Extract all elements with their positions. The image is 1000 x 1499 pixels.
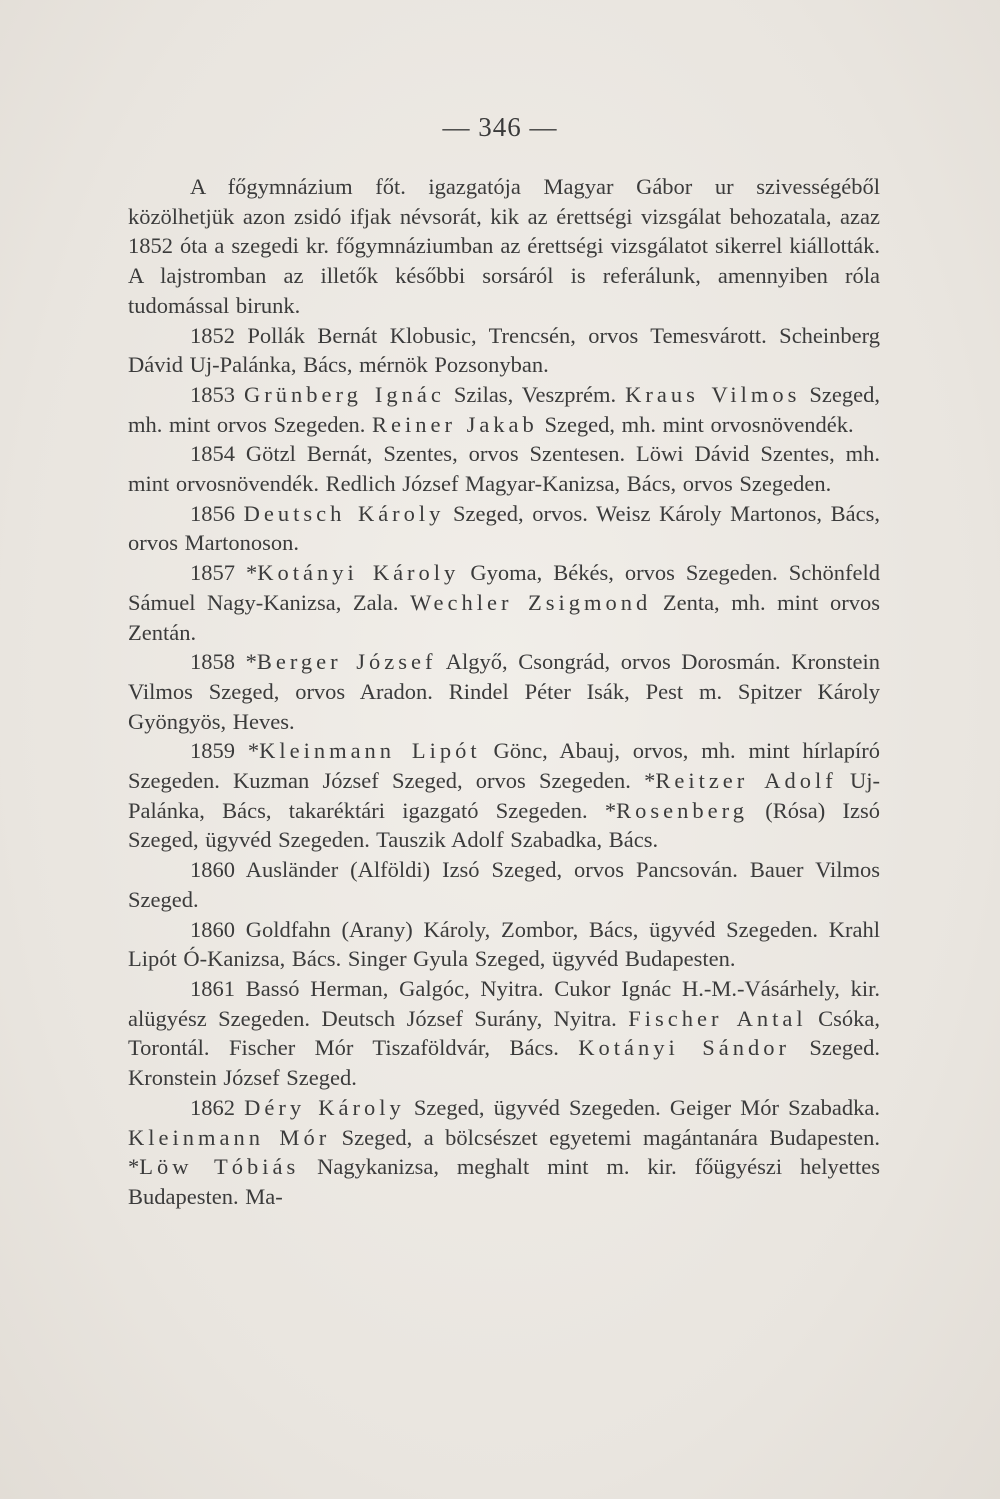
spaced-name: Reitzer Adolf: [655, 768, 837, 794]
text-run: (Rósa) Izsó Szeged, ügyvéd Szegeden. Tauszik Adolf Szabadka, Bács.: [128, 797, 880, 853]
spaced-name: Déry Károly: [244, 1094, 405, 1120]
text-run: Gönc, Abauj, orvos, mh. mint hírlapíró Szegeden. Kuzman József Szeged, orvos Szegeden. *: [128, 738, 880, 794]
paragraph: [128, 855, 880, 914]
spaced-name: Deutsch Károly: [243, 500, 445, 526]
text-run: Gyoma, Békés, orvos Szegeden. Schönfeld Sámuel Nagy-Kanizsa, Zala.: [128, 560, 881, 615]
text-run: 1852 Pollák Bernát Klobusic, Trencsén, orvos Temesvárott. Scheinberg Dávid Uj-Palánka, Bács, mérnök Pozsonyban.: [128, 322, 880, 378]
text-run: Szeged, mh. mint orvosnövendék.: [537, 411, 854, 437]
spaced-name: Kotányi Károly: [257, 560, 460, 586]
spaced-name: Fischer Antal: [628, 1005, 807, 1031]
text-run: 1854 Götzl Bernát, Szentes, orvos Szentesen. Löwi Dávid Szentes, mh. mint orvosnövendék. Redlich József Magyar-Kanizsa, Bács, orvos Szegeden.: [128, 441, 880, 497]
text-run: Szeged, mh. mint orvos Szegeden.: [128, 381, 880, 437]
paragraph: [128, 321, 880, 380]
text-run: 1860 Ausländer (Alföldi) Izsó Szeged, orvos Pancsován. Bauer Vilmos Szeged.: [128, 857, 880, 912]
text-run: Szeged, a bölcsészet egyetemi magántanára Budapesten. *: [128, 1124, 880, 1180]
text-run: Uj-Palánka, Bács, takaréktári igazgató Szegeden. *: [128, 768, 881, 823]
spaced-name: Kleinmann Lipót: [259, 738, 481, 764]
text-run: 1862: [190, 1094, 245, 1120]
paragraph: [128, 1093, 880, 1212]
body-text: [128, 172, 880, 1212]
page-number: — 346 —: [442, 112, 558, 142]
spaced-name: Grünberg Ignác: [244, 381, 445, 407]
text-run: 1857 *: [190, 560, 258, 586]
text-run: Szilas, Veszprém.: [444, 381, 626, 407]
paragraph: [128, 736, 880, 855]
spaced-name: Wechler Zsigmond: [410, 589, 652, 615]
spaced-name: Löw Tóbiás: [139, 1154, 300, 1180]
spaced-name: Berger József: [256, 649, 437, 675]
text-run: 1860 Goldfahn (Arany) Károly, Zombor, Bács, ügyvéd Szegeden. Krahl Lipót Ó-Kanizsa, Bács. Singer Gyula Szeged, ügyvéd Budapesten.: [128, 916, 880, 972]
text-run: 1861 Bassó Herman, Galgóc, Nyitra. Cukor Ignác H.-M.-Vásárhely, kir. alügyész Szegeden. Deutsch József Surány, Nyitra.: [128, 975, 880, 1031]
text-run: 1859 *: [190, 738, 260, 764]
text-run: Csóka, Torontál. Fischer Mór Tiszaföldvár, Bács.: [128, 1005, 880, 1061]
text-run: 1858 *: [190, 649, 257, 675]
paragraph: [128, 172, 880, 321]
spaced-name: Reiner Jakab: [371, 411, 538, 437]
text-run: Szeged, orvos. Weisz Károly Martonos, Bács, orvos Martonoson.: [128, 500, 880, 556]
paragraph: [128, 915, 880, 974]
paragraph: [128, 647, 880, 736]
text-run: Szeged. Kronstein József Szeged.: [128, 1035, 880, 1091]
paragraph: [128, 499, 880, 558]
paragraph: [128, 974, 880, 1093]
text-run: Nagykanizsa, meghalt mint m. kir. főügyészi helyettes Budapesten. Ma-: [128, 1154, 880, 1209]
paragraph: [128, 439, 880, 498]
spaced-name: Kotányi Sándor: [578, 1035, 790, 1061]
text-run: Szeged, ügyvéd Szegeden. Geiger Mór Szabadka.: [404, 1094, 880, 1120]
text-run: 1856: [190, 500, 244, 526]
text-run: A főgymnázium főt. igazgatója Magyar Gábor ur szivességéből közölhetjük azon zsidó ifjak névsorát, kik az érettségi vizsgálat behozatala, azaz 1852 óta a szegedi kr. főgymnáziumban az érettségi vizsgálatot sikerrel kiállották. A lajstromban az illetők későbbi sorsáról is referálunk, amennyiben róla tudomással birunk.: [128, 174, 880, 318]
text-run: Algyő, Csongrád, orvos Dorosmán. Kronstein Vilmos Szeged, orvos Aradon. Rindel Péter Isák, Pest m. Spitzer Károly Gyöngyös, Heves.: [128, 649, 880, 734]
paragraph: [128, 558, 880, 647]
paragraph: [128, 380, 880, 439]
text-run: 1853: [190, 381, 245, 407]
spaced-name: Kraus Vilmos: [625, 381, 801, 407]
text-run: Zenta, mh. mint orvos Zentán.: [128, 589, 880, 645]
spaced-name: Rosenberg: [616, 797, 748, 823]
spaced-name: Kleinmann Mór: [128, 1124, 331, 1150]
